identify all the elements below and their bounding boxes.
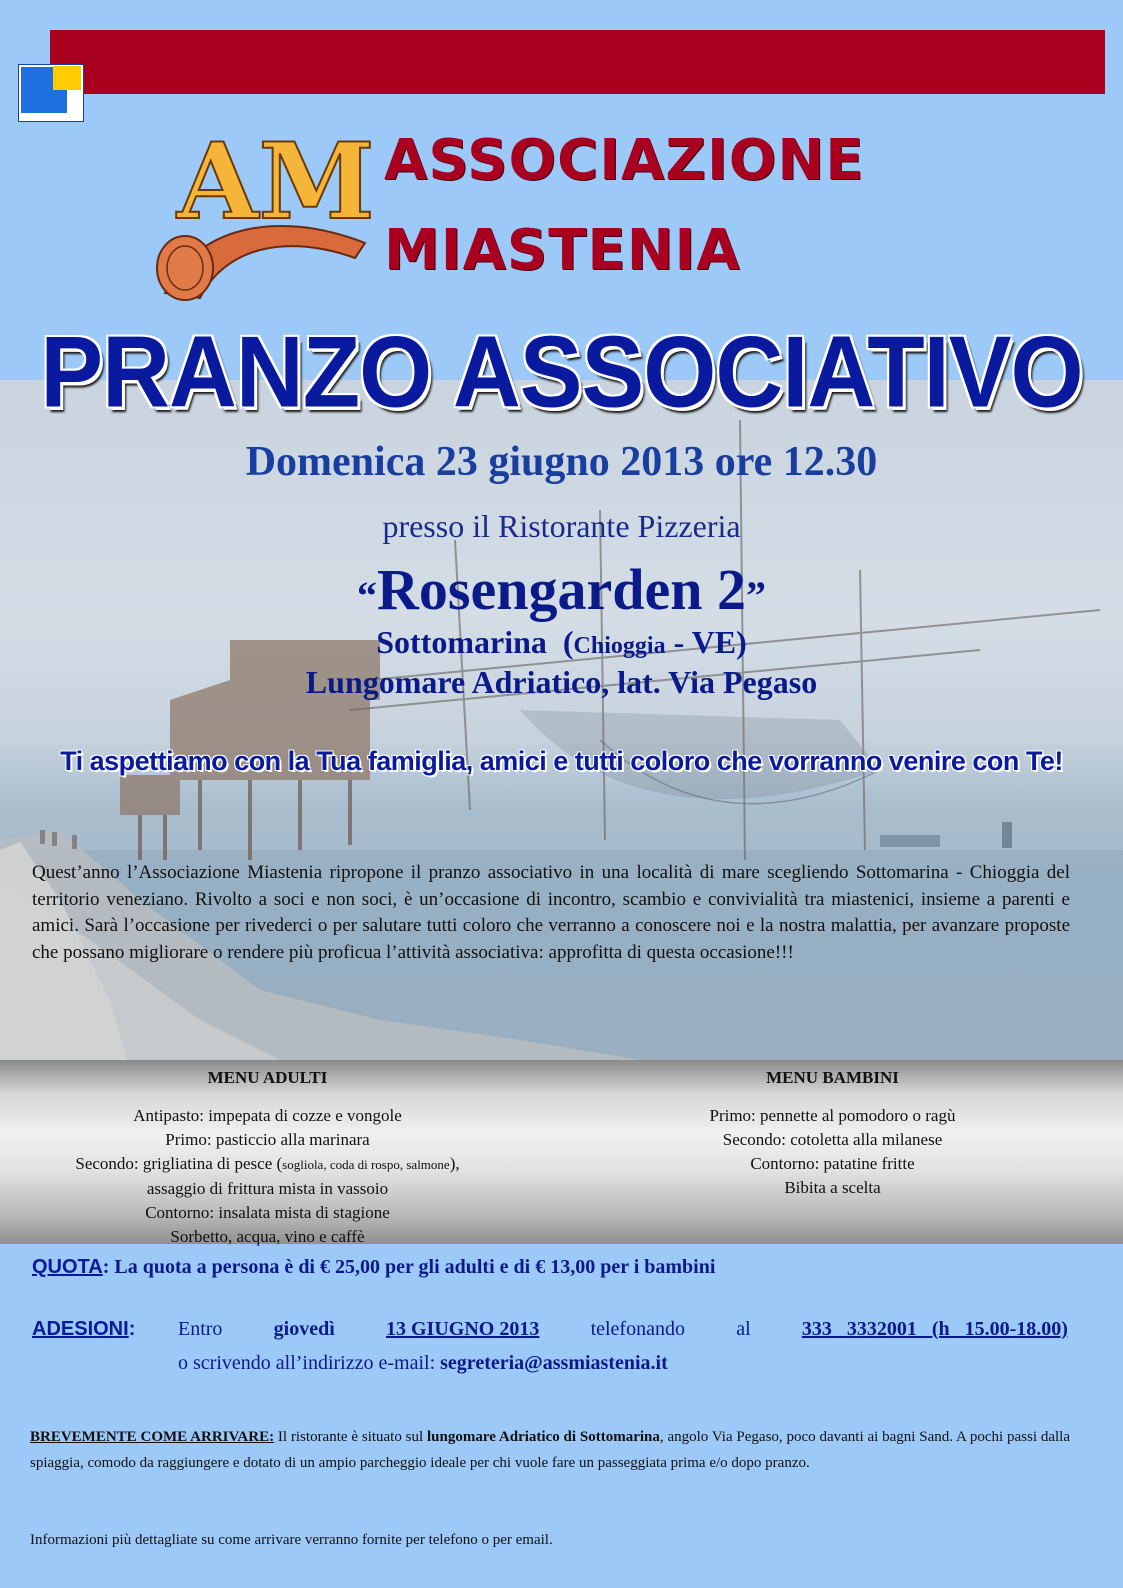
association-name-line2: MIASTENIA — [384, 218, 741, 283]
venue-quote-close: ” — [745, 573, 766, 618]
adesioni-line2 — [178, 1352, 668, 1375]
menu-children-item: Bibita a scelta — [784, 1178, 881, 1197]
quota-colon: : — [102, 1256, 110, 1278]
venue-intro: presso il Ristorante Pizzeria — [382, 508, 741, 544]
invite-banner: Ti aspettiamo con la Tua famiglia, amici e tutti coloro che vorranno venire con Te! — [60, 746, 1063, 776]
adesioni-label: ADESIONI — [32, 1318, 129, 1340]
menu-adults-item: Primo: pasticcio alla marinara — [165, 1130, 370, 1149]
menu-adults-heading: MENU ADULTI — [207, 1068, 328, 1087]
adesioni-word: al — [736, 1318, 751, 1340]
directions-label: BREVEMENTE COME ARRIVARE: — [30, 1429, 275, 1445]
menu-section — [0, 1060, 1123, 1244]
adesioni-word: Entro — [178, 1318, 223, 1340]
adesioni-phone: 333 3332001 (h 15.00-18.00) — [801, 1318, 1068, 1340]
menu-children — [570, 1060, 1095, 1200]
menu-adults-item: Sorbetto, acqua, vino e caffè — [170, 1227, 365, 1246]
menu-adults-item-detail: sogliola, coda di rospo, salmone — [282, 1157, 450, 1172]
adesioni-day: giovedì — [273, 1318, 335, 1340]
adesioni-colon: : — [128, 1318, 136, 1340]
directions-highlight: lungomare Adriatico di Sottomarina — [427, 1429, 660, 1445]
adesioni-label-wrap — [32, 1318, 135, 1341]
menu-children-item: Primo: pennette al pomodoro o ragù — [709, 1106, 956, 1125]
venue-address: Lungomare Adriatico, lat. Via Pegaso — [305, 664, 818, 700]
quota-line — [32, 1256, 715, 1279]
menu-adults-item: assaggio di frittura mista in vassoio — [146, 1179, 389, 1198]
menu-adults-item-text: Secondo: grigliatina di pesce ( — [75, 1154, 283, 1173]
menu-adults — [0, 1060, 535, 1249]
venue-city-detail: Chioggia — [573, 633, 666, 659]
page-title: PRANZO ASSOCIATIVO — [40, 314, 1083, 429]
event-date-time: Domenica 23 giugno 2013 ore 12.30 — [245, 439, 878, 485]
venue-city-name: Sottomarina — [376, 624, 547, 660]
venue-name — [0, 556, 1123, 623]
menu-children-item: Secondo: cotoletta alla milanese — [722, 1130, 943, 1149]
menu-adults-item: Contorno: insalata mista di stagione — [145, 1203, 390, 1222]
quota-text: La quota a persona è di € 25,00 per gli adulti e di € 13,00 per i bambini — [114, 1256, 716, 1278]
corner-square-icon — [18, 64, 84, 122]
menu-adults-item — [0, 1152, 535, 1177]
adesioni-email-link[interactable]: segreteria@assmiastenia.it — [440, 1352, 668, 1374]
menu-adults-item: Antipasto: impepata di cozze e vongole — [133, 1106, 402, 1125]
adesioni-line1 — [178, 1318, 1068, 1341]
top-decorative-bar — [50, 30, 1105, 94]
association-am-logo — [155, 118, 375, 303]
adesioni-deadline: 13 GIUGNO 2013 — [386, 1318, 540, 1340]
directions-text: Il ristorante è situato sul — [277, 1429, 424, 1445]
venue-province: - VE) — [673, 624, 747, 660]
adesioni-word: telefonando — [590, 1318, 685, 1340]
corner-yellow-square — [53, 66, 81, 90]
menu-adults-item-text: ), — [449, 1154, 460, 1173]
adesioni-email-intro: o scrivendo all’indirizzo e-mail: — [178, 1352, 436, 1374]
association-name-line1: ASSOCIAZIONE — [384, 128, 865, 193]
intro-paragraph: Quest’anno l’Associazione Miastenia ripropone il pranzo associativo in una località di mare scegliendo Sottomarina - Chioggia del territorio veneziano. Rivolto a soci e non soci, è un’occasione di incontro, scambio e convivialità tra miastenici, insieme a parenti e amici. Sarà l’occasione per rivederci o per salutare tutti coloro che verranno a conoscere noi e la nostra malattia, per avanzare proposte che possano migliorare o rendere più proficua l’attività associativa: approfitta di questa occasione!!! — [32, 862, 1070, 963]
venue-city-paren: ( — [562, 624, 574, 660]
quota-label: QUOTA — [32, 1256, 103, 1278]
info-note: Informazioni più dettagliate su come arrivare verranno fornite per telefono o per email. — [30, 1532, 553, 1548]
logo-letters: AM — [177, 119, 375, 243]
venue-quote-open: “ — [357, 573, 378, 618]
directions-text: , angolo Via Pegaso, poco davanti ai bagni Sand. A pochi passi dalla spiaggia, comodo da raggiungere e dotato di un ampio parcheggio ideale per chi vuole fare un passeggiata prima e/o dopo pranzo. — [30, 1429, 1070, 1471]
menu-children-heading: MENU BAMBINI — [766, 1068, 899, 1087]
directions-paragraph — [30, 1424, 1070, 1476]
venue-city — [0, 624, 1123, 661]
venue-name-text: Rosengarden 2 — [377, 557, 746, 622]
menu-children-item: Contorno: patatine fritte — [750, 1154, 915, 1173]
